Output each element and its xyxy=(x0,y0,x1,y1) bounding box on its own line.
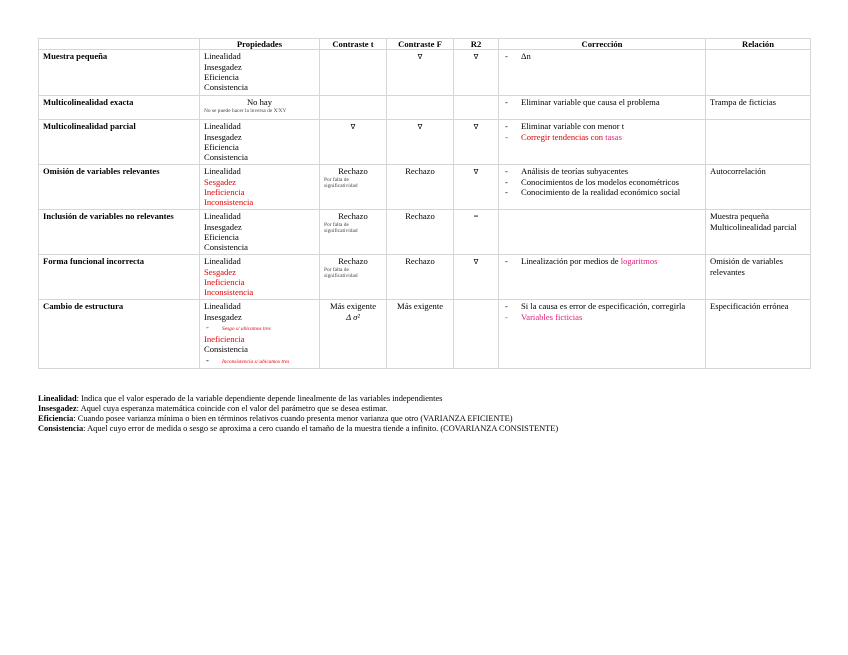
property: Linealidad xyxy=(204,256,241,267)
t-note: Por falta de significatividad xyxy=(324,221,358,234)
property-note: No se puede hacer la inversa de X'XY xyxy=(204,107,287,114)
row-name: Multicolinealidad parcial xyxy=(39,120,200,165)
t-extra: Δ σ² xyxy=(346,311,360,322)
definitions xyxy=(38,394,818,434)
relation-cell xyxy=(706,50,811,96)
property-note xyxy=(204,355,315,367)
t-note: Por falta de significatividad xyxy=(324,266,358,279)
property: Consistencia xyxy=(204,344,248,355)
definition-text: : Aquel cuyo error de medida o sesgo se aproxima a cero cuando el tamaño de la muestra tiende a infinito. (COVARIANZA CONSISTENTE) xyxy=(83,424,559,433)
row-name: Multicolinealidad exacta xyxy=(39,96,200,120)
nabla-symbol: ∇ xyxy=(473,258,479,267)
properties-cell xyxy=(200,165,320,210)
correction-cell xyxy=(499,165,706,210)
correction-cell xyxy=(499,96,706,120)
property: Insesgadez xyxy=(204,131,242,142)
t-cell xyxy=(320,96,387,120)
property: Ineficiencia xyxy=(204,334,245,345)
relation-cell xyxy=(706,120,811,165)
property: Linealidad xyxy=(204,301,241,312)
t-value: Rechazo xyxy=(338,166,368,177)
t-value: Rechazo xyxy=(338,211,368,222)
f-cell: Rechazo xyxy=(387,255,454,300)
property: Insesgadez xyxy=(204,61,242,72)
header-contraste-t: Contraste t xyxy=(320,39,387,50)
properties-cell xyxy=(200,96,320,120)
correction-item: - Variables ficticias xyxy=(503,312,701,322)
property: Inconsistencia xyxy=(204,287,254,298)
definition xyxy=(38,424,818,434)
header-contraste-f: Contraste F xyxy=(387,39,454,50)
correction-cell xyxy=(499,50,706,96)
row-name: Omisión de variables relevantes xyxy=(39,165,200,210)
header-correccion: Corrección xyxy=(499,39,706,50)
correction-item: - Análisis de teorías subyacentes xyxy=(503,166,701,176)
properties-table xyxy=(38,38,811,369)
r2-cell: = xyxy=(454,210,499,255)
r2-cell xyxy=(454,120,499,165)
definition-text: : Aquel cuya esperanza matemática coincide con el valor del parámetro que se desea estimar. xyxy=(76,404,388,413)
definition xyxy=(38,404,818,414)
t-note: Por falta de significatividad xyxy=(324,176,358,189)
r2-cell xyxy=(454,96,499,120)
nabla-symbol: ∇ xyxy=(473,123,479,132)
correction-cell xyxy=(499,210,706,255)
property: Eficiencia xyxy=(204,141,239,152)
r2-cell xyxy=(454,300,499,369)
property: Sesgadez xyxy=(204,176,236,187)
property: No hay xyxy=(246,97,273,108)
correction-cell xyxy=(499,120,706,165)
correction-text: Corregir tendencias con xyxy=(521,131,606,142)
table-row xyxy=(39,120,811,165)
header-r2: R2 xyxy=(454,39,499,50)
f-cell: Rechazo xyxy=(387,165,454,210)
property: Linealidad xyxy=(204,121,241,132)
row-name: Muestra pequeña xyxy=(39,50,200,96)
correction-item xyxy=(503,256,701,266)
f-cell xyxy=(387,120,454,165)
property: Insesgadez xyxy=(204,221,242,232)
property-note-text: Inconsistencia s/ ubicamos tres xyxy=(222,358,290,365)
f-cell: Rechazo xyxy=(387,210,454,255)
correction-highlight: tasas xyxy=(605,131,622,142)
property: Linealidad xyxy=(204,211,241,222)
definition xyxy=(38,414,818,424)
property: Linealidad xyxy=(204,166,241,177)
f-cell xyxy=(387,50,454,96)
property: Eficiencia xyxy=(204,71,239,82)
table-row xyxy=(39,210,811,255)
correction-cell xyxy=(499,300,706,369)
nabla-symbol: ∇ xyxy=(473,53,479,62)
correction-item: - Eliminar variable que causa el problema xyxy=(503,97,701,107)
nabla-symbol: ∇ xyxy=(473,168,479,177)
property: Sesgadez xyxy=(204,266,236,277)
definition-term: Eficiencia xyxy=(38,414,74,423)
table-row xyxy=(39,300,811,369)
table-header-row xyxy=(39,39,811,50)
correction-item: - Conocimiento de la realidad económico social xyxy=(503,187,701,197)
table-row xyxy=(39,96,811,120)
relation-cell: Omisión de variables relevantes xyxy=(706,255,811,300)
correction-highlight: logaritmos xyxy=(620,256,658,267)
nabla-symbol: ∇ xyxy=(350,123,356,132)
table-row xyxy=(39,255,811,300)
property: Inconsistencia xyxy=(204,197,254,208)
t-value: Más exigente xyxy=(329,301,377,312)
definition-text: : Cuando posee varianza mínima o bien en términos relativos cuando presenta menor varianza que otro (VARIANZA EFICIENTE) xyxy=(73,414,513,423)
f-cell xyxy=(387,96,454,120)
correction-cell xyxy=(499,255,706,300)
property-note-text: Sesgo s/ ubicamos tres xyxy=(222,325,271,332)
t-cell xyxy=(320,210,387,255)
properties-cell xyxy=(200,120,320,165)
correction-item: - Conocimientos de los modelos econométricos xyxy=(503,177,701,187)
correction-item xyxy=(503,132,701,142)
r2-cell xyxy=(454,165,499,210)
properties-cell xyxy=(200,255,320,300)
definition-term: Consistencia xyxy=(38,424,84,433)
header-cell xyxy=(39,39,200,50)
property: Linealidad xyxy=(204,51,241,62)
property: Consistencia xyxy=(204,82,248,93)
header-relacion: Relación xyxy=(706,39,811,50)
correction-item: - Si la causa es error de especificación, corregirla xyxy=(503,301,701,311)
r2-cell xyxy=(454,50,499,96)
relation-cell: Autocorrelación xyxy=(706,165,811,210)
table-row xyxy=(39,50,811,96)
row-name: Forma funcional incorrecta xyxy=(39,255,200,300)
definition-term: Insesgadez xyxy=(38,404,77,413)
properties-cell xyxy=(200,300,320,369)
row-name: Inclusión de variables no relevantes xyxy=(39,210,200,255)
header-propiedades: Propiedades xyxy=(200,39,320,50)
t-cell xyxy=(320,300,387,369)
nabla-symbol: ∇ xyxy=(417,123,423,132)
definition xyxy=(38,394,818,404)
r2-cell xyxy=(454,255,499,300)
correction-item: - Δn xyxy=(503,51,701,61)
t-cell xyxy=(320,255,387,300)
property: Consistencia xyxy=(204,152,248,163)
property: Consistencia xyxy=(204,242,248,253)
property: Ineficiencia xyxy=(204,276,245,287)
relation-cell: Especificación errónea xyxy=(706,300,811,369)
property: Eficiencia xyxy=(204,231,239,242)
definition-text: : Indica que el valor esperado de la variable dependiente depende linealmente de las variables independientes xyxy=(76,394,443,403)
row-name: Cambio de estructura xyxy=(39,300,200,369)
definition-term: Linealidad xyxy=(38,394,77,403)
properties-cell xyxy=(200,210,320,255)
nabla-symbol: ∇ xyxy=(417,53,423,62)
t-cell xyxy=(320,165,387,210)
t-cell xyxy=(320,50,387,96)
correction-text: Linealización por medios de xyxy=(521,256,621,267)
correction-item: - Eliminar variable con menor t xyxy=(503,121,701,131)
relation-cell: Muestra pequeña Multicolinealidad parcial xyxy=(706,210,811,255)
property: Insesgadez xyxy=(204,311,242,322)
property-note xyxy=(204,322,315,334)
t-cell xyxy=(320,120,387,165)
properties-cell xyxy=(200,50,320,96)
property: Ineficiencia xyxy=(204,186,245,197)
relation-cell: Trampa de ficticias xyxy=(706,96,811,120)
f-cell: Más exigente xyxy=(387,300,454,369)
table-row xyxy=(39,165,811,210)
t-value: Rechazo xyxy=(338,256,368,267)
